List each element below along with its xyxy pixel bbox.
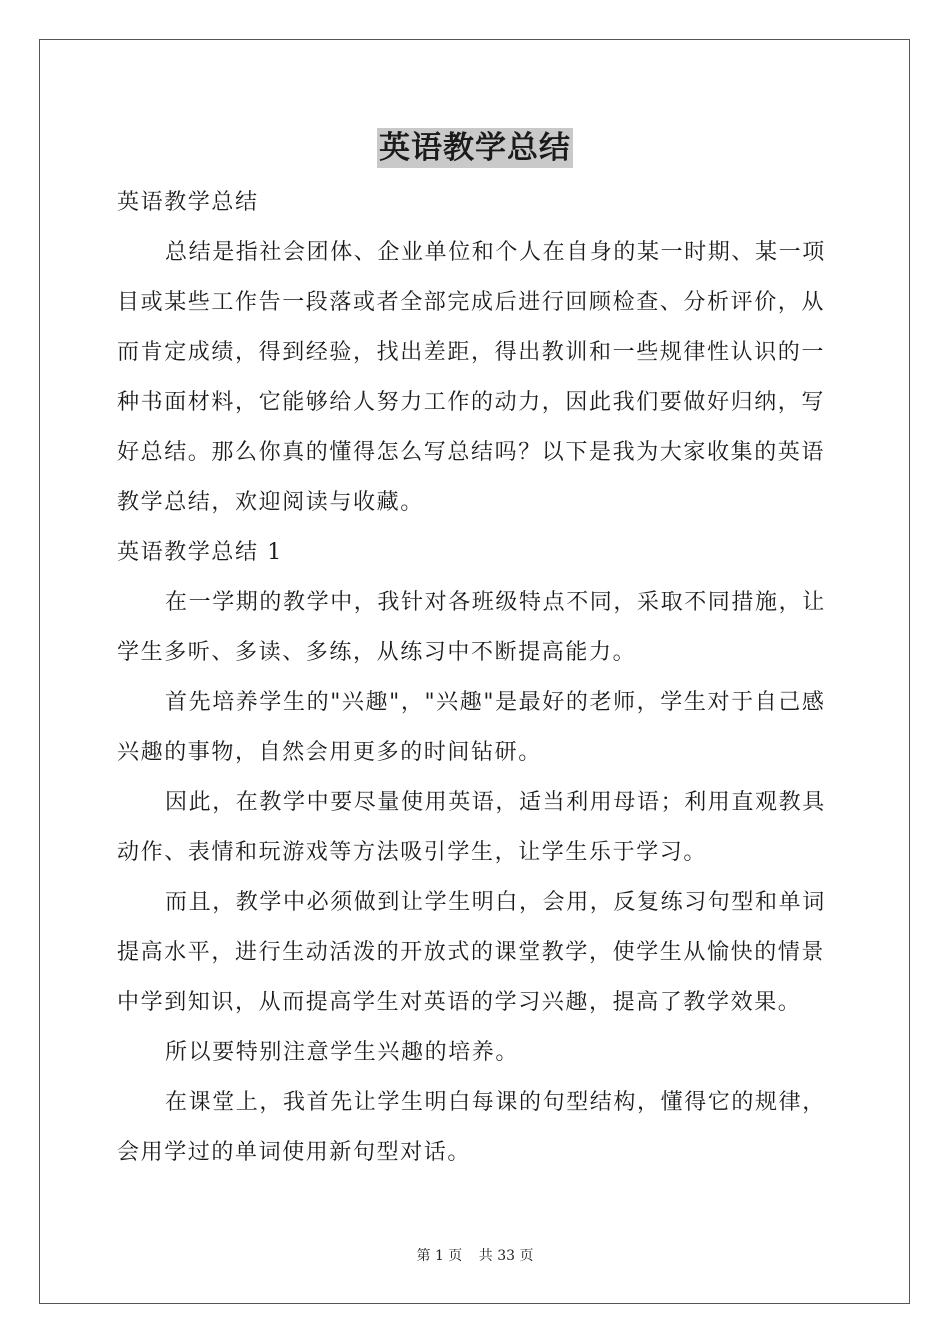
paragraph-line: 在课堂上，我首先让学生明白每课的句型结构，懂得它的规律， <box>165 1090 826 1115</box>
paragraph-line: 种书面材料，它能够给人努力工作的动力，因此我们要做好归纳，写 <box>117 390 826 415</box>
paragraph-line: 中学到知识，从而提高学生对英语的学习兴趣，提高了教学效果。 <box>117 990 802 1015</box>
document-body <box>117 178 833 1178</box>
paragraph-line: 在一学期的教学中，我针对各班级特点不同，采取不同措施，让 <box>165 590 826 615</box>
paragraph-line: 总结是指社会团体、企业单位和个人在自身的某一时期、某一项 <box>165 240 826 265</box>
paragraph-line: 好总结。那么你真的懂得怎么写总结吗？以下是我为大家收集的英语 <box>117 440 826 465</box>
section-heading: 英语教学总结 1 <box>117 540 283 565</box>
page-footer <box>0 1246 950 1266</box>
paragraph-line: 而肯定成绩，得到经验，找出差距，得出教训和一些规律性认识的一 <box>117 340 826 365</box>
paragraph-line: 会用学过的单词使用新句型对话。 <box>117 1140 472 1165</box>
paragraph-line: 兴趣的事物，自然会用更多的时间钻研。 <box>117 740 542 765</box>
page-number: 第 1 页 <box>416 1248 463 1264</box>
paragraph-line: 首先培养学生的"兴趣"，"兴趣"是最好的老师，学生对于自己感 <box>165 690 826 715</box>
paragraph-line: 目或某些工作告一段落或者全部完成后进行回顾检查、分析评价，从 <box>117 290 826 315</box>
paragraph-line: 教学总结，欢迎阅读与收藏。 <box>117 490 424 515</box>
subtitle-line: 英语教学总结 <box>117 190 259 215</box>
document-title: 英语教学总结 <box>379 130 571 166</box>
title-container <box>0 128 950 168</box>
page-total: 共 33 页 <box>478 1248 534 1264</box>
paragraph-line: 动作、表情和玩游戏等方法吸引学生，让学生乐于学习。 <box>117 840 708 865</box>
paragraph-line: 而且，教学中必须做到让学生明白，会用，反复练习句型和单词 <box>165 890 826 915</box>
paragraph-line: 提高水平，进行生动活泼的开放式的课堂教学，使学生从愉快的情景 <box>117 940 826 965</box>
paragraph-line: 所以要特别注意学生兴趣的培养。 <box>165 1040 520 1065</box>
paragraph-line: 因此，在教学中要尽量使用英语，适当利用母语；利用直观教具 <box>165 790 826 815</box>
paragraph-line: 学生多听、多读、多练，从练习中不断提高能力。 <box>117 640 637 665</box>
